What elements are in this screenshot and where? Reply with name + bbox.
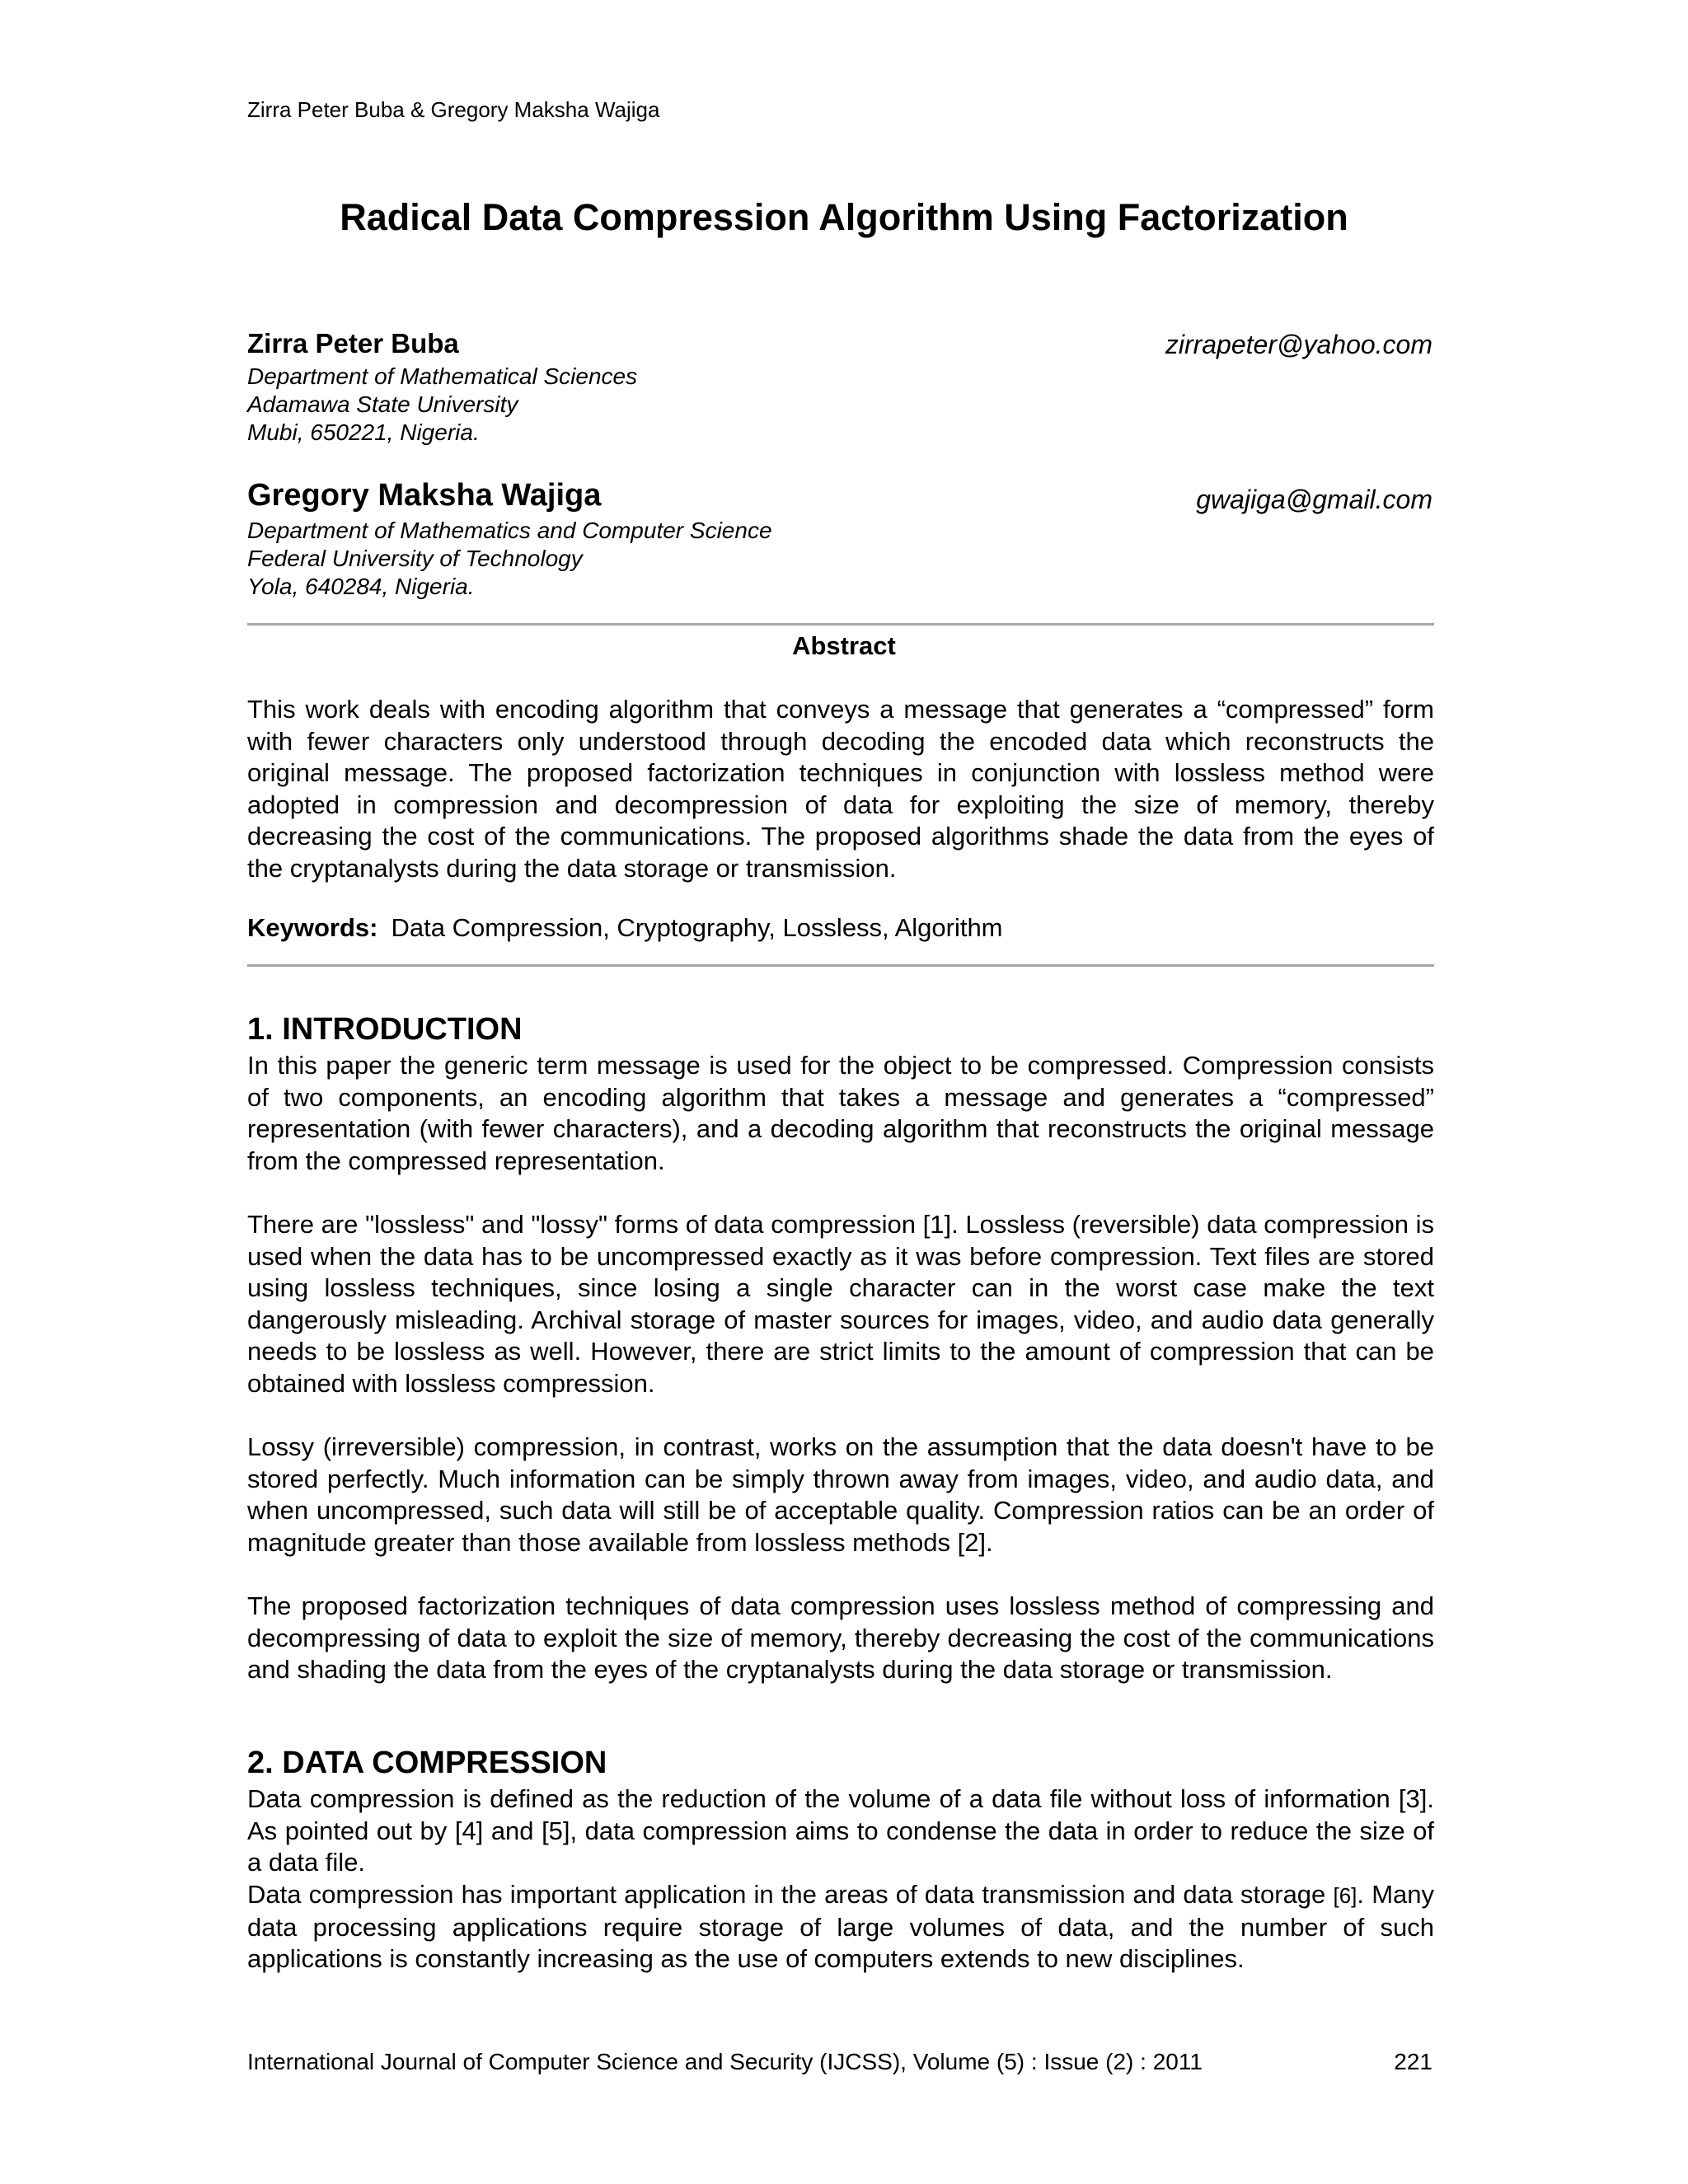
author-name-1: Zirra Peter Buba (247, 328, 459, 359)
keywords-label: Keywords: (247, 913, 378, 942)
intro-paragraph-4: The proposed factorization techniques of data compression uses lossless method of compressing and decompressing of data to exploit the size of memory, thereby decreasing the cost of the communications and shading the data from the eyes of the cryptanalysts during the data storage or transmission. (247, 1591, 1434, 1685)
affiliation-line: Department of Mathematical Sciences (247, 363, 638, 389)
section-heading-data-compression: 2. DATA COMPRESSION (247, 1746, 607, 1780)
intro-paragraph-2: There are "lossless" and "lossy" forms of data compression [1]. Lossless (reversible) data compression is used when the data has to be uncompressed exactly as it was before compression. Text files are stored using lossless techniques, since losing a single character can in the worst case make the text dangerously misleading. Archival storage of master sources for images, video, and audio data generally needs to be lossless as well. However, there are strict limits to the amount of compression that can be obtained with lossless compression. (247, 1210, 1434, 1398)
section-heading-introduction: 1. INTRODUCTION (247, 1012, 523, 1047)
affiliation-line: Adamawa State University (247, 391, 518, 417)
author-email-2[interactable]: gwajiga@gmail.com (1196, 485, 1432, 514)
affiliation-line: Federal University of Technology (247, 546, 583, 571)
intro-paragraph-3: Lossy (irreversible) compression, in contrast, works on the assumption that the data doesn't have to be stored perfectly. Much information can be simply thrown away from images, video, and audio data, and when uncompressed, such data will still be of acceptable quality. Compression ratios can be an order of magnitude greater than those available from lossless methods [2]. (247, 1432, 1434, 1557)
abstract-heading: Abstract (792, 631, 896, 660)
abstract-text: This work deals with encoding algorithm that conveys a message that generates a “compressed” form with fewer characters only understood through decoding the encoded data which reconstructs the original message. The proposed factorization techniques in conjunction with lossless method were adopted in compression and decompression of data for exploiting the size of memory, thereby decreasing the cost of the communications. The proposed algorithms shade the data from the eyes of the cryptanalysts during the data storage or transmission. (247, 695, 1434, 883)
author-name-2: Gregory Maksha Wajiga (247, 478, 602, 513)
paragraph-lead: Data compression has important application in the areas of data transmission and data storage (247, 1880, 1326, 1909)
keywords (247, 913, 1003, 943)
paragraph-rest: . Many data processing applications require storage of large volumes of data, and the number of such applications is constantly increasing as the use of computers extends to new disciplines. (247, 1880, 1434, 1974)
data-compression-paragraph-2 (247, 1879, 1434, 1975)
citation-ref: [6] (1333, 1883, 1357, 1908)
keywords-list: Data Compression, Cryptography, Lossless, Algorithm (391, 913, 1003, 942)
author-affiliation-2 (247, 517, 772, 601)
abstract-top-divider (247, 623, 1434, 626)
affiliation-line: Mubi, 650221, Nigeria. (247, 419, 480, 445)
author-affiliation-1 (247, 363, 637, 447)
intro-paragraph-1: In this paper the generic term message is used for the object to be compressed. Compression consists of two components, an encoding algorithm that takes a message and generates a “compressed” representation (with fewer characters), and a decoding algorithm that reconstructs the original message from the compressed representation. (247, 1051, 1434, 1175)
affiliation-line: Yola, 640284, Nigeria. (247, 574, 475, 599)
affiliation-line: Department of Mathematics and Computer Science (247, 518, 772, 543)
running-head: Zirra Peter Buba & Gregory Maksha Wajiga (247, 97, 660, 122)
paper-title: Radical Data Compression Algorithm Using Factorization (340, 196, 1348, 238)
journal-footer: International Journal of Computer Science and Security (IJCSS), Volume (5) : Issue (2) : 2011 (247, 2049, 1203, 2074)
author-email-1[interactable]: zirrapeter@yahoo.com (1165, 330, 1432, 359)
page-number: 221 (1394, 2049, 1432, 2074)
abstract-bottom-divider (247, 964, 1434, 967)
data-compression-paragraph-1: Data compression is defined as the reduction of the volume of a data file without loss of information [3]. As pointed out by [4] and [5], data compression aims to condense the data in order to reduce the size of a data file. (247, 1784, 1434, 1877)
